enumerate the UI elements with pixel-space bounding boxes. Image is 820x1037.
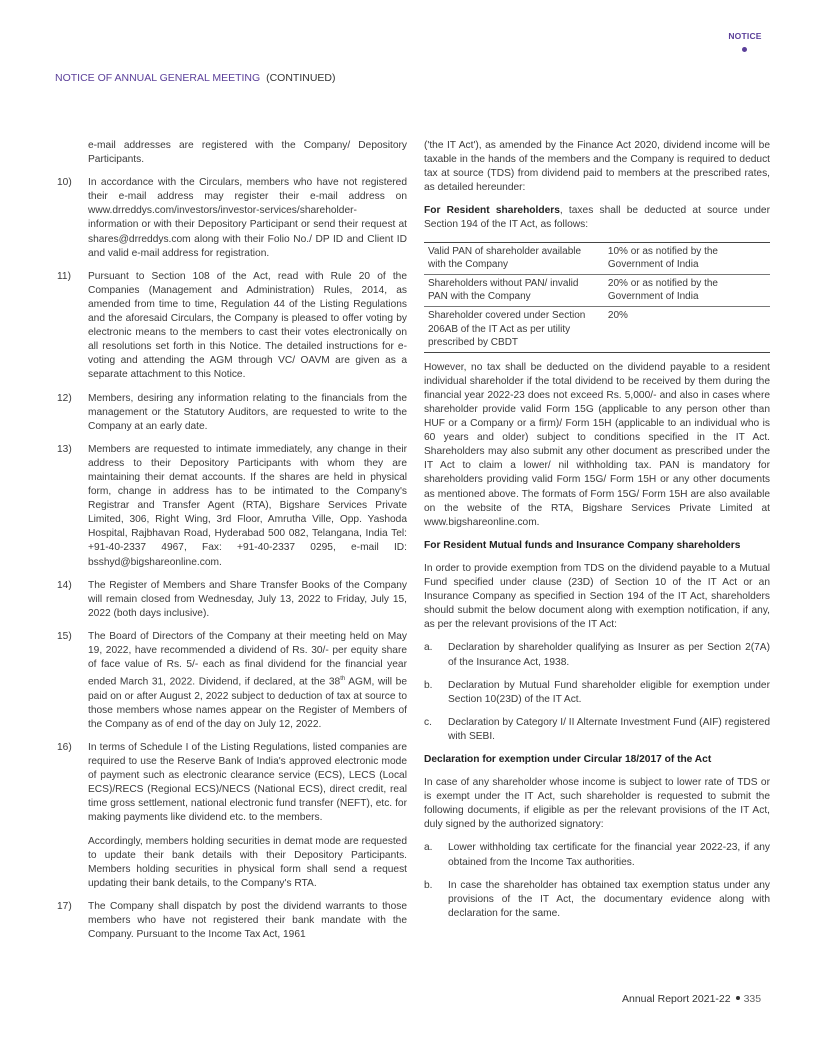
- list-item-a: [424, 841, 770, 869]
- continuation-text: e-mail addresses are registered with the Company/ Depository Participants.: [88, 140, 407, 166]
- item-text: In case the shareholder has obtained tax exemption status under any provisions of the IT Act, the documentary evidence along with declaration for the same.: [448, 879, 770, 919]
- page-number: 335: [743, 993, 762, 1005]
- item-number: 12): [57, 392, 72, 404]
- table-row: [424, 306, 770, 352]
- table-cell-rate: 20%: [604, 306, 770, 352]
- page-title: [55, 72, 336, 84]
- item-text: In terms of Schedule I of the Listing Regulations, listed companies are required to use the Reserve Bank of India's approved electronic mode of payment such as electronic clearance service (ECS), LECS (Local ECS)/RECS (Regional ECS)/NECS (National ECS), direct credit, real time gross settlement, national electronic fund transfer (NEFT), etc. for making payments like dividend etc. to the members. Accordingly, members holding securities in demat mode are requested to update their bank details with their Depository Participants. Members holding securities in physical form shall send a request updating their bank details, to the Company's RTA.: [88, 741, 407, 891]
- list-item-b: [424, 879, 770, 921]
- section-tag: NOTICE: [728, 31, 762, 41]
- section-suffix: (CONTINUED): [266, 72, 336, 84]
- item-text: The Company shall dispatch by post the dividend warrants to those members who have not registered their bank mandate with the Company. Pursuant to the Income Tax Act, 1961: [88, 900, 407, 941]
- item-letter: c.: [424, 716, 432, 728]
- tds-rate-table: [424, 242, 770, 353]
- item-letter: b.: [424, 879, 433, 891]
- bullet-dot-icon: [736, 996, 740, 1000]
- item-text: Members are requested to intimate immediately, any change in their address to their Depository Participants with whom they are maintaining their demat accounts. If the shares are held in physical form, change in address has to be intimated to the Company's Registrar and Transfer Agent (RTA), Bigshare Services Private Limited, 306, Right Wing, 3rd Floor, Amrutha Ville, Opp. Yashoda Hospital, Rajbhavan Road, Hyderabad 500 082, Telangana, India Tel: +91-40-2337 4967, Fax: +91-40-2337 0295, e-mail ID: bsshyd@bigshareonline.com.: [88, 443, 407, 568]
- item-letter: a.: [424, 842, 433, 854]
- item-text: Members, desiring any information relating to the financials from the management or the Statutory Auditors, are requested to write to the Company at an early date.: [88, 392, 407, 432]
- list-item-a: [424, 641, 770, 669]
- table-cell-category: Valid PAN of shareholder available with the Company: [428, 245, 582, 271]
- item-text: Declaration by shareholder qualifying as Insurer as per Section 2(7A) of the Insurance Act, 1938.: [448, 642, 770, 668]
- list-item-17: [57, 900, 407, 942]
- resident-heading: For Resident shareholders: [424, 205, 560, 217]
- item-number: 10): [57, 177, 72, 189]
- right-column: [424, 139, 770, 930]
- page-footer: [622, 993, 761, 1005]
- item-number: 15): [57, 630, 72, 642]
- list-item-13: [57, 443, 407, 570]
- item-number: 16): [57, 741, 72, 753]
- item-number: 11): [57, 270, 71, 282]
- item-letter: a.: [424, 642, 433, 654]
- mutual-funds-heading: For Resident Mutual funds and Insurance Company shareholders: [424, 539, 741, 551]
- table-cell-category: Shareholders without PAN/ invalid PAN with the Company: [424, 274, 604, 306]
- item-number: 14): [57, 579, 72, 591]
- list-item-15: [57, 630, 407, 732]
- it-act-intro: ('the IT Act'), as amended by the Finance Act 2020, dividend income will be taxable in the hands of the members and the Company is required to deduct tax at source (TDS) from dividend paid to members at the prescribed rates, as detailed hereunder:: [424, 140, 770, 194]
- item-text: Declaration by Category I/ II Alternate Investment Fund (AIF) registered with SEBI.: [448, 716, 770, 742]
- item-text: The Board of Directors of the Company at their meeting held on May 19, 2022, have recommended a dividend of Rs. 30/- per equity share of face value of Rs. 5/- each as final dividend for the financial year ended March 31, 2022. Dividend, if declared, at the 38th AGM, will be paid on or after August 2, 2022 subject to deduction of tax at source to those members whose names appear on the Register of Members of the Company as of end of the day on July 12, 2022.: [88, 630, 407, 730]
- item-number: 13): [57, 443, 72, 455]
- item-text: In accordance with the Circulars, members who have not registered their e-mail address may register their e-mail address on www.drreddys.com/investors/investor-services/shareholder-information or with their Depository Participant or send their request at shares@drreddys.com along with their Folio No./ DP ID and Client ID and valid e-mail address for registration.: [88, 177, 407, 259]
- table-cell-rate: 20% or as notified by the Government of India: [604, 274, 770, 306]
- left-column: [57, 139, 407, 951]
- table-cell-category: Shareholder covered under Section 206AB of the IT Act as per utility prescribed by CBDT: [424, 306, 604, 352]
- item-16-paragraph-2: Accordingly, members holding securities in demat mode are requested to update their bank details with their Depository Participants. Members holding securities in physical form shall send a request updating their bank details, to the Company's RTA.: [88, 835, 407, 889]
- table-row: [424, 242, 770, 274]
- list-item-10: [57, 176, 407, 261]
- section-title: NOTICE OF ANNUAL GENERAL MEETING: [55, 72, 261, 84]
- item-text: Pursuant to Section 108 of the Act, read with Rule 20 of the Companies (Management and Administration) Rules, 2014, as amended from time to time, Regulation 44 of the Listing Regulations and the aforesaid Circulars, the Company is pleased to offer voting by electronic means to the members to cast their votes electronically on all resolutions set forth in this Notice. The detailed instructions for e-voting and attending the AGM through VC/ OAVM are given as a separate attachment to this Notice.: [88, 270, 407, 381]
- however-paragraph: However, no tax shall be deducted on the dividend payable to a resident individual shareholder if the total dividend to be received by them during the financial year 2022-23 does not exceed Rs. 5,000/- and also in cases where shareholder provide valid Form 15G (applicable to any person other than HUF or a Company or a firm)/ Form 15H (applicable to an individual who is 60 years and older) subject to conditions specified in the IT Act. Shareholders may also submit any other document as prescribed under the IT Act to claim a lower/ nil withholding tax. PAN is mandatory for shareholders providing valid Form 15G/ Form 15H or any other documents as mentioned above. The formats of Form 15G/ Form 15H are also available on the website of the RTA, Bigshare Services Private Limited at www.bigshareonline.com.: [424, 361, 770, 528]
- circular-heading: Declaration for exemption under Circular 18/2017 of the Act: [424, 753, 712, 765]
- table-row: [424, 274, 770, 306]
- item-text: Declaration by Mutual Fund shareholder eligible for exemption under Section 10(23D) of the IT Act.: [448, 679, 770, 705]
- list-item-12: [57, 392, 407, 434]
- circular-text: In case of any shareholder whose income is subject to lower rate of TDS or is exempt under the IT Act, such shareholder is requested to submit the following documents, if eligible as per the relevant provisions of the IT Act, duly signed by the authorized signatory:: [424, 777, 770, 831]
- report-name: Annual Report 2021-22: [622, 993, 731, 1005]
- list-item-16: [57, 741, 407, 891]
- bullet-dot-icon: [742, 47, 747, 52]
- list-item-c: [424, 716, 770, 744]
- list-item-b: [424, 679, 770, 707]
- mutual-funds-text: In order to provide exemption from TDS on the dividend payable to a Mutual Fund specified under clause (23D) of Section 10 of the IT Act or an Insurance Company as specified in Section 194 of the IT Act, shareholders should submit the below document along with exemption notification, if any, as per the relevant provisions of the IT Act:: [424, 562, 770, 631]
- resident-shareholders-para: For Resident shareholders, taxes shall be deducted at source under Section 194 of the IT Act, as follows:: [424, 205, 770, 231]
- list-item-11: [57, 270, 407, 383]
- item-number: 17): [57, 900, 72, 912]
- list-item-14: [57, 579, 407, 621]
- item-letter: b.: [424, 679, 433, 691]
- table-cell-rate: 10% or as notified by the Government of India: [607, 245, 718, 271]
- item-text: Lower withholding tax certificate for the financial year 2022-23, if any obtained from the Income Tax authorities.: [448, 842, 770, 868]
- item-text: The Register of Members and Share Transfer Books of the Company will remain closed from Wednesday, July 13, 2022 to Friday, July 15, 2022 (both days inclusive).: [88, 579, 407, 619]
